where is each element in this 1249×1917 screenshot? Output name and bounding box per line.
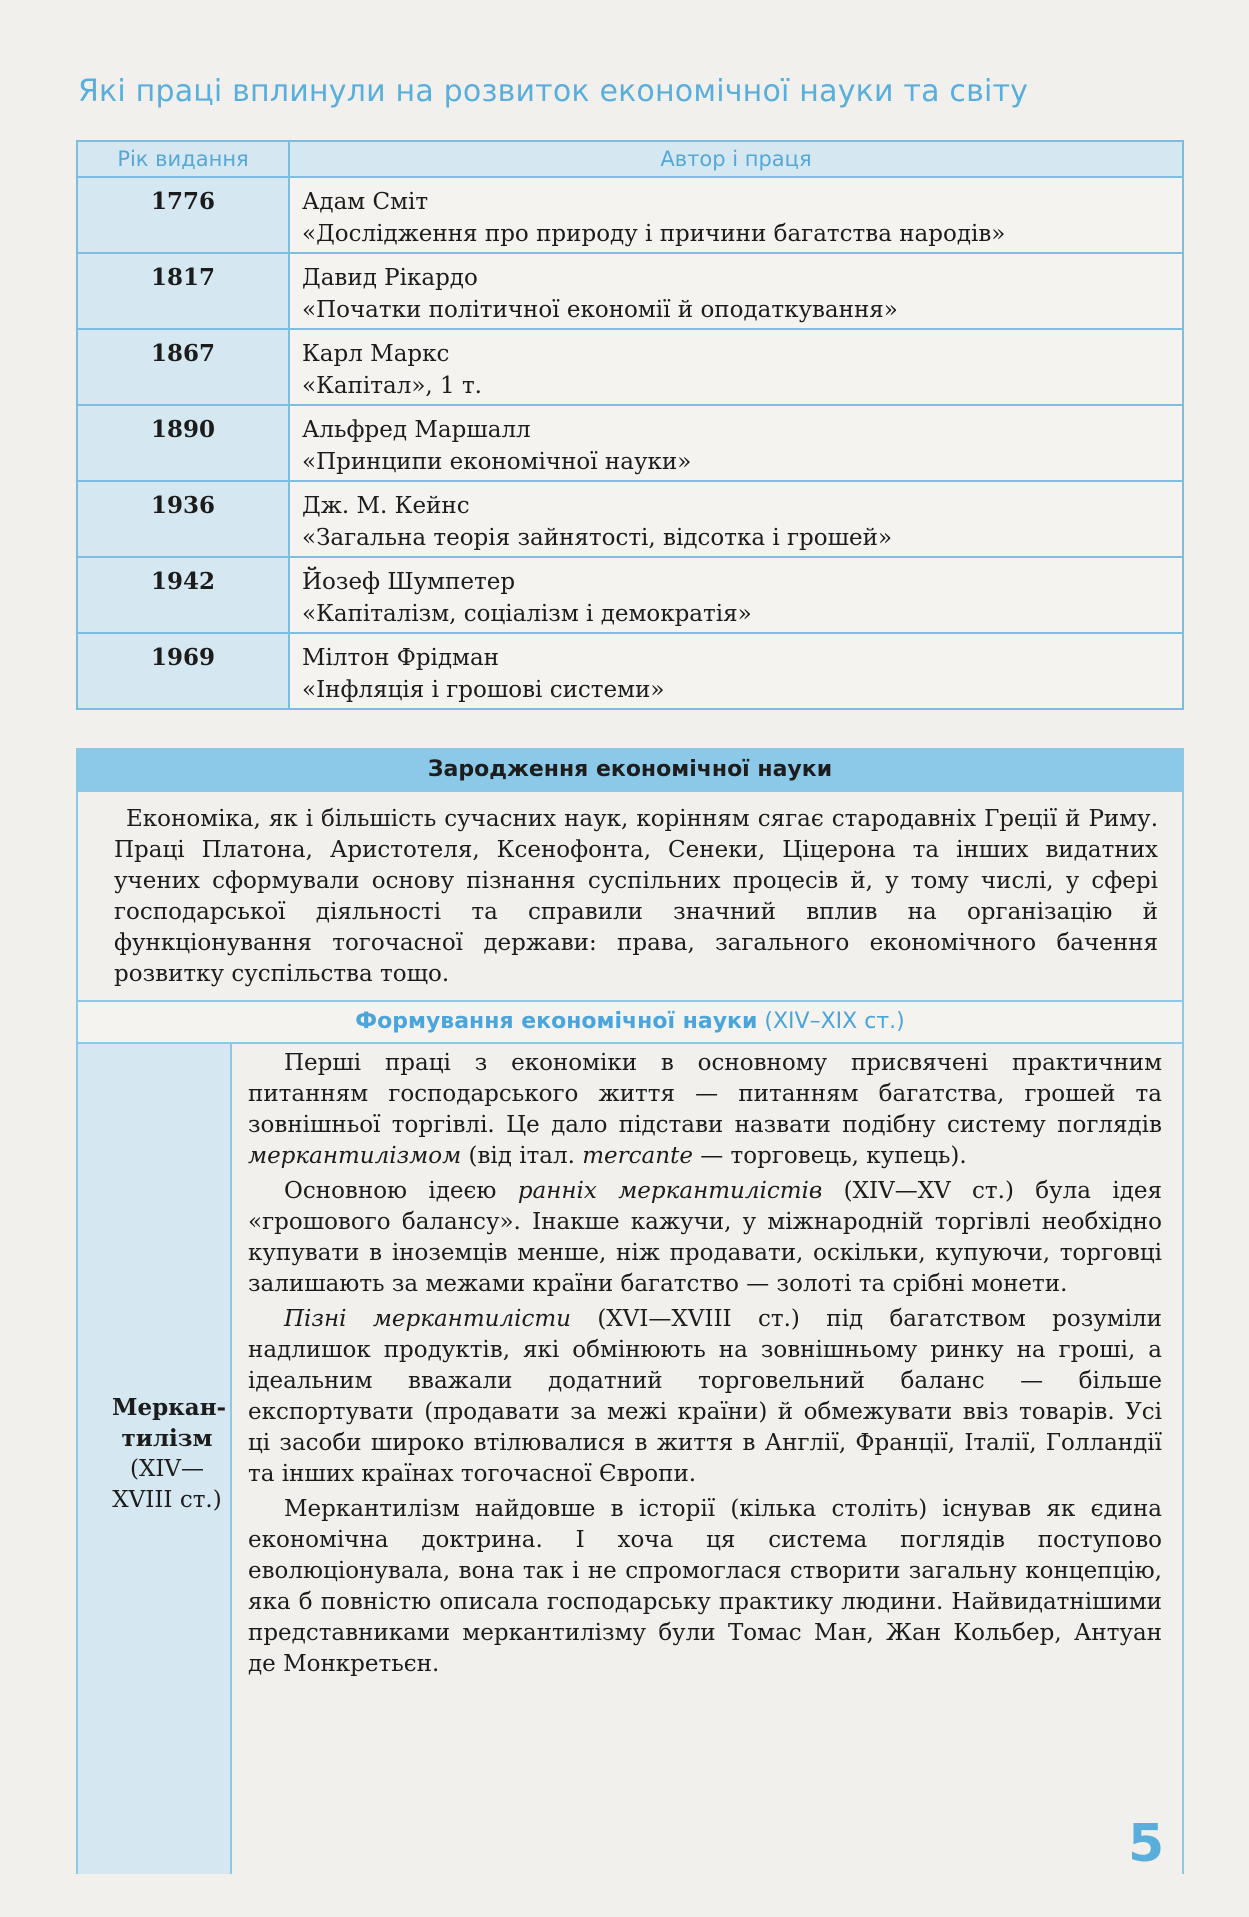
work-title: «Загальна теорія зайнятості, відсотка і грошей»	[302, 525, 893, 551]
year-cell: 1890	[77, 405, 289, 481]
text-span: Основною ідеєю	[284, 1178, 518, 1204]
mercantilism-text	[232, 1044, 1182, 1874]
column-header-work: Автор і праця	[289, 141, 1183, 177]
origin-section	[76, 748, 1184, 1874]
works-table-header	[77, 141, 1183, 177]
work-title: «Принципи економічної науки»	[302, 449, 692, 475]
table-row	[77, 177, 1183, 253]
mercantilism-paragraph-1	[248, 1048, 1162, 1172]
page-title: Які праці вплинули на розвиток економічної науки та світу	[78, 74, 1029, 109]
work-title: «Капіталізм, соціалізм і демократія»	[302, 601, 752, 627]
text-span: (від італ.	[461, 1143, 583, 1169]
table-row	[77, 557, 1183, 633]
author-name: Карл Маркс	[302, 341, 450, 367]
year-cell: 1969	[77, 633, 289, 709]
mercantilism-label	[112, 1392, 230, 1526]
table-row	[77, 329, 1183, 405]
origin-heading: Зародження економічної науки	[76, 748, 1184, 792]
origin-paragraph: Економіка, як і більшість сучасних наук, корінням сягає стародавніх Греції й Риму. Праці Платона, Аристотеля, Ксенофонта, Сенеки, Ціцерона та інших видатних учених сформували основу пізнання суспільних процесів й, у тому числі, у сфері господарської діяльності та справили значний вплив на організацію й функціонування тогочасної держави: права, загального економічного бачення розвитку суспільства тощо.	[76, 792, 1184, 1000]
author-name: Дж. М. Кейнс	[302, 493, 470, 519]
work-title: «Капітал», 1 т.	[302, 373, 482, 399]
work-cell	[289, 253, 1183, 329]
formation-title: Формування економічної науки	[355, 1009, 758, 1034]
formation-heading	[76, 1000, 1184, 1042]
table-row	[77, 481, 1183, 557]
term-mercante: mercante	[582, 1143, 693, 1169]
mercantilism-term: Меркан-тилізм	[112, 1394, 227, 1452]
work-title: «Інфляція і грошові системи»	[302, 677, 665, 703]
term-late-mercantilists: Пізні меркантилісти	[284, 1306, 571, 1332]
table-row	[77, 405, 1183, 481]
work-cell	[289, 633, 1183, 709]
work-cell	[289, 557, 1183, 633]
mercantilism-block	[76, 1042, 1184, 1874]
work-title: «Дослідження про природу і причини багатства народів»	[302, 221, 1006, 247]
work-cell	[289, 481, 1183, 557]
year-cell: 1942	[77, 557, 289, 633]
text-span: (XIV—XV ст.) була ідея «грошового балансу». Інакше кажучи, у міжнародній торгівлі необхідно купувати в іноземців менше, ніж продавати, оскільки, купуючи, торговці залишають за межами країни багатство — золоті та срібні монети.	[248, 1178, 1162, 1297]
table-row	[77, 633, 1183, 709]
mercantilism-paragraph-3	[248, 1304, 1162, 1490]
mercantilism-paragraph-4: Меркантилізм найдовше в історії (кілька століть) існував як єдина економічна доктрина. І хоча ця система поглядів поступово еволюціонувала, вона так і не спромоглася створити загальну концепцію, яка б повністю описала господарську практику людини. Найвидатнішими представниками меркантилізму були Томас Ман, Жан Кольбер, Антуан де Монкретьєн.	[248, 1496, 1162, 1677]
mercantilism-paragraph-2	[248, 1176, 1162, 1300]
work-title: «Початки політичної економії й оподаткування»	[302, 297, 898, 323]
text-span: (XVI—XVIII ст.) під багатством розуміли надлишок продуктів, які обмінюють на зовнішньому ринку на гроші, а ідеальним вважали додатний торговельний баланс — більше експортувати (продавати за межі країни) й обмежувати ввіз товарів. Усі ці засоби широко втілювалися в життя в Англії, Франції, Італії, Голландії та інших країнах тогочасної Європи.	[248, 1306, 1163, 1487]
work-cell	[289, 177, 1183, 253]
author-name: Давид Рікардо	[302, 265, 478, 291]
year-cell: 1817	[77, 253, 289, 329]
author-name: Йозеф Шумпетер	[302, 569, 516, 595]
text-span: — торговець, купець).	[692, 1143, 967, 1169]
term-early-mercantilists: ранніх меркантилістів	[517, 1178, 823, 1204]
author-name: Альфред Маршалл	[302, 417, 531, 443]
term-mercantilism: меркантилізмом	[248, 1143, 462, 1169]
work-cell	[289, 329, 1183, 405]
year-cell: 1936	[77, 481, 289, 557]
year-cell: 1776	[77, 177, 289, 253]
column-header-year: Рік видання	[77, 141, 289, 177]
text-span: Перші праці з економіки в основному присвячені практичним питанням господарського життя — питанням багатства, грошей та зовнішньої торгівлі. Це дало підстави назвати подібну систему поглядів	[248, 1050, 1162, 1138]
page-number: 5	[1128, 1814, 1165, 1874]
author-name: Адам Сміт	[302, 189, 429, 215]
works-table	[76, 140, 1184, 710]
work-cell	[289, 405, 1183, 481]
mercantilism-label-column	[78, 1044, 232, 1874]
author-name: Мілтон Фрідман	[302, 645, 499, 671]
formation-period: (XIV–XIX ст.)	[764, 1009, 905, 1034]
mercantilism-period: (XIV—XVIII ст.)	[112, 1456, 222, 1513]
year-cell: 1867	[77, 329, 289, 405]
table-row	[77, 253, 1183, 329]
